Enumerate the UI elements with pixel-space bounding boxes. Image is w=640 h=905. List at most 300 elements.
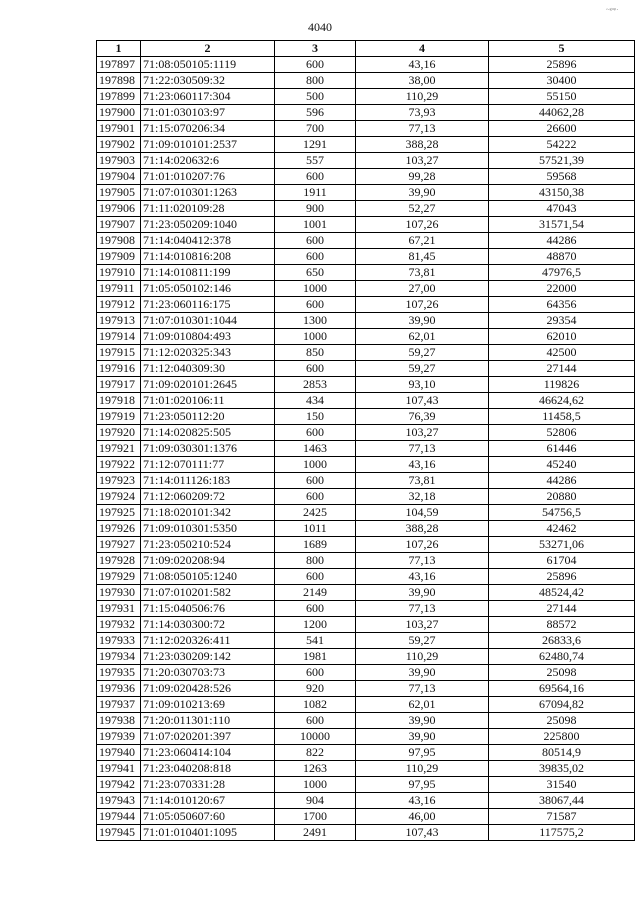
- table-row: [97, 745, 635, 761]
- table-cell: 541: [275, 633, 356, 649]
- table-cell: 46624,62: [489, 393, 635, 409]
- table-row: [97, 121, 635, 137]
- table-cell: 59,27: [356, 361, 489, 377]
- table-cell: 97,95: [356, 745, 489, 761]
- table-cell: 71:18:020101:342: [141, 505, 275, 521]
- table-cell: 1291: [275, 137, 356, 153]
- table-cell: 197943: [97, 793, 141, 809]
- table-cell: 103,27: [356, 425, 489, 441]
- table-cell: 1000: [275, 329, 356, 345]
- table-row: [97, 137, 635, 153]
- table-cell: 59,27: [356, 633, 489, 649]
- table-cell: 43150,38: [489, 185, 635, 201]
- table-cell: 103,27: [356, 153, 489, 169]
- table-row: [97, 185, 635, 201]
- table-cell: 71:01:010401:1095: [141, 825, 275, 841]
- table-cell: 197933: [97, 633, 141, 649]
- table-cell: 1000: [275, 457, 356, 473]
- column-header-3: 3: [275, 41, 356, 57]
- table-cell: 600: [275, 169, 356, 185]
- table-cell: 197916: [97, 361, 141, 377]
- table-cell: 77,13: [356, 681, 489, 697]
- table-cell: 71:08:050105:1119: [141, 57, 275, 73]
- table-cell: 88572: [489, 617, 635, 633]
- table-cell: 39,90: [356, 185, 489, 201]
- table-cell: 71:09:010101:2537: [141, 137, 275, 153]
- table-cell: 1200: [275, 617, 356, 633]
- table-cell: 53271,06: [489, 537, 635, 553]
- table-cell: 71:08:050105:1240: [141, 569, 275, 585]
- table-cell: 197913: [97, 313, 141, 329]
- table-row: [97, 601, 635, 617]
- table-row: [97, 249, 635, 265]
- table-cell: 25896: [489, 57, 635, 73]
- table-cell: 71:14:020632:6: [141, 153, 275, 169]
- table-cell: 600: [275, 489, 356, 505]
- table-cell: 103,27: [356, 617, 489, 633]
- table-cell: 197932: [97, 617, 141, 633]
- table-row: [97, 297, 635, 313]
- table-cell: 71:23:030209:142: [141, 649, 275, 665]
- table-row: [97, 233, 635, 249]
- table-cell: 197944: [97, 809, 141, 825]
- table-cell: 38,00: [356, 73, 489, 89]
- table-row: [97, 361, 635, 377]
- table-cell: 600: [275, 665, 356, 681]
- table-cell: 38067,44: [489, 793, 635, 809]
- table-cell: 25098: [489, 665, 635, 681]
- table-cell: 600: [275, 473, 356, 489]
- table-cell: 596: [275, 105, 356, 121]
- table-cell: 197920: [97, 425, 141, 441]
- table-cell: 31571,54: [489, 217, 635, 233]
- table-cell: 500: [275, 89, 356, 105]
- table-cell: 62,01: [356, 329, 489, 345]
- table-cell: 388,28: [356, 521, 489, 537]
- table-cell: 197907: [97, 217, 141, 233]
- table-cell: 197926: [97, 521, 141, 537]
- table-cell: 44062,28: [489, 105, 635, 121]
- table-cell: 388,28: [356, 137, 489, 153]
- table-cell: 77,13: [356, 121, 489, 137]
- table-row: [97, 377, 635, 393]
- table-cell: 197941: [97, 761, 141, 777]
- table-cell: 76,39: [356, 409, 489, 425]
- table-cell: 197931: [97, 601, 141, 617]
- table-cell: 197901: [97, 121, 141, 137]
- table-row: [97, 473, 635, 489]
- table-cell: 800: [275, 553, 356, 569]
- table-cell: 197912: [97, 297, 141, 313]
- table-cell: 1689: [275, 537, 356, 553]
- table-cell: 52,27: [356, 201, 489, 217]
- table-row: [97, 89, 635, 105]
- table-cell: 800: [275, 73, 356, 89]
- table-cell: 1981: [275, 649, 356, 665]
- table-cell: 71:23:070331:28: [141, 777, 275, 793]
- table-cell: 1000: [275, 281, 356, 297]
- table-cell: 71:14:040412:378: [141, 233, 275, 249]
- table-cell: 71:23:060116:175: [141, 297, 275, 313]
- table-row: [97, 489, 635, 505]
- table-row: [97, 777, 635, 793]
- table-cell: 93,10: [356, 377, 489, 393]
- table-row: [97, 105, 635, 121]
- table-cell: 197914: [97, 329, 141, 345]
- table-row: [97, 697, 635, 713]
- table-cell: 600: [275, 601, 356, 617]
- table-row: [97, 425, 635, 441]
- table-row: [97, 729, 635, 745]
- table-cell: 71:12:020325:343: [141, 345, 275, 361]
- table-cell: 197900: [97, 105, 141, 121]
- column-header-4: 4: [356, 41, 489, 57]
- table-cell: 71:14:010120:67: [141, 793, 275, 809]
- table-cell: 99,28: [356, 169, 489, 185]
- table-cell: 600: [275, 361, 356, 377]
- table-cell: 43,16: [356, 793, 489, 809]
- table-cell: 59568: [489, 169, 635, 185]
- table-cell: 904: [275, 793, 356, 809]
- table-cell: 71:23:050210:524: [141, 537, 275, 553]
- table-cell: 57521,39: [489, 153, 635, 169]
- table-cell: 107,43: [356, 393, 489, 409]
- table-row: [97, 809, 635, 825]
- table-cell: 71:14:011126:183: [141, 473, 275, 489]
- table-cell: 197928: [97, 553, 141, 569]
- table-cell: 39,90: [356, 665, 489, 681]
- table-cell: 39,90: [356, 585, 489, 601]
- header-row: [97, 41, 635, 57]
- table-cell: 59,27: [356, 345, 489, 361]
- table-cell: 73,81: [356, 473, 489, 489]
- table-cell: 110,29: [356, 761, 489, 777]
- table-cell: 197917: [97, 377, 141, 393]
- table-row: [97, 537, 635, 553]
- table-cell: 45240: [489, 457, 635, 473]
- table-cell: 650: [275, 265, 356, 281]
- table-cell: 22000: [489, 281, 635, 297]
- table-row: [97, 649, 635, 665]
- table-cell: 600: [275, 569, 356, 585]
- table-row: [97, 265, 635, 281]
- table-cell: 600: [275, 425, 356, 441]
- table-cell: 197899: [97, 89, 141, 105]
- table-cell: 600: [275, 233, 356, 249]
- table-cell: 71:23:060117:304: [141, 89, 275, 105]
- table-cell: 850: [275, 345, 356, 361]
- table-cell: 119826: [489, 377, 635, 393]
- table-cell: 197924: [97, 489, 141, 505]
- table-cell: 110,29: [356, 89, 489, 105]
- table-cell: 54222: [489, 137, 635, 153]
- table-cell: 71:09:020101:2645: [141, 377, 275, 393]
- table-cell: 73,93: [356, 105, 489, 121]
- table-cell: 77,13: [356, 601, 489, 617]
- table-cell: 71587: [489, 809, 635, 825]
- table-row: [97, 793, 635, 809]
- table-cell: 29354: [489, 313, 635, 329]
- table-cell: 600: [275, 713, 356, 729]
- table-row: [97, 201, 635, 217]
- table-cell: 600: [275, 57, 356, 73]
- table-cell: 197908: [97, 233, 141, 249]
- page-number: 4040: [308, 20, 332, 34]
- table-cell: 71:09:020208:94: [141, 553, 275, 569]
- table-cell: 55150: [489, 89, 635, 105]
- table-cell: 39,90: [356, 713, 489, 729]
- table-cell: 48870: [489, 249, 635, 265]
- table-row: [97, 409, 635, 425]
- table-cell: 71:15:040506:76: [141, 601, 275, 617]
- table-cell: 48524,42: [489, 585, 635, 601]
- table-cell: 69564,16: [489, 681, 635, 697]
- table-cell: 1082: [275, 697, 356, 713]
- table-cell: 39,90: [356, 729, 489, 745]
- table-cell: 71:05:050102:146: [141, 281, 275, 297]
- table-cell: 197918: [97, 393, 141, 409]
- table-cell: 1700: [275, 809, 356, 825]
- table-cell: 71:01:030103:97: [141, 105, 275, 121]
- table-cell: 71:23:060414:104: [141, 745, 275, 761]
- table-cell: 197897: [97, 57, 141, 73]
- table-cell: 71:14:010811:199: [141, 265, 275, 281]
- table-row: [97, 57, 635, 73]
- table-cell: 71:07:010301:1263: [141, 185, 275, 201]
- table-cell: 197939: [97, 729, 141, 745]
- table-cell: 25098: [489, 713, 635, 729]
- table-cell: 822: [275, 745, 356, 761]
- table-cell: 42462: [489, 521, 635, 537]
- table-cell: 71:05:050607:60: [141, 809, 275, 825]
- table-cell: 107,43: [356, 825, 489, 841]
- table-cell: 197922: [97, 457, 141, 473]
- table-cell: 71:01:020106:11: [141, 393, 275, 409]
- table-cell: 27144: [489, 601, 635, 617]
- table-cell: 71:11:020109:28: [141, 201, 275, 217]
- table-cell: 600: [275, 297, 356, 313]
- table-cell: 20880: [489, 489, 635, 505]
- table-cell: 1263: [275, 761, 356, 777]
- corner-mark: ~ᵍᵃᵠ·: [606, 6, 619, 14]
- table-cell: 2853: [275, 377, 356, 393]
- table-cell: 77,13: [356, 553, 489, 569]
- table-cell: 62010: [489, 329, 635, 345]
- table-row: [97, 713, 635, 729]
- table-row: [97, 761, 635, 777]
- table-cell: 71:22:030509:32: [141, 73, 275, 89]
- table-cell: 197925: [97, 505, 141, 521]
- table-cell: 900: [275, 201, 356, 217]
- table-cell: 197936: [97, 681, 141, 697]
- table-cell: 197923: [97, 473, 141, 489]
- table-cell: 61446: [489, 441, 635, 457]
- table-cell: 10000: [275, 729, 356, 745]
- table-cell: 1463: [275, 441, 356, 457]
- table-cell: 71:12:060209:72: [141, 489, 275, 505]
- table-cell: 1011: [275, 521, 356, 537]
- table-cell: 110,29: [356, 649, 489, 665]
- table-cell: 197940: [97, 745, 141, 761]
- table-row: [97, 393, 635, 409]
- table-cell: 71:15:070206:34: [141, 121, 275, 137]
- table-row: [97, 569, 635, 585]
- table-cell: 197935: [97, 665, 141, 681]
- table-cell: 225800: [489, 729, 635, 745]
- table-cell: 71:20:011301:110: [141, 713, 275, 729]
- table-cell: 197934: [97, 649, 141, 665]
- table-cell: 71:01:010207:76: [141, 169, 275, 185]
- table-row: [97, 73, 635, 89]
- table-row: [97, 457, 635, 473]
- table-cell: 52806: [489, 425, 635, 441]
- table-cell: 61704: [489, 553, 635, 569]
- table-cell: 54756,5: [489, 505, 635, 521]
- table-cell: 1001: [275, 217, 356, 233]
- table-cell: 71:09:010804:493: [141, 329, 275, 345]
- table-cell: 197909: [97, 249, 141, 265]
- table-cell: 434: [275, 393, 356, 409]
- table-cell: 1000: [275, 777, 356, 793]
- table-cell: 71:14:020825:505: [141, 425, 275, 441]
- table-cell: 2491: [275, 825, 356, 841]
- table-cell: 73,81: [356, 265, 489, 281]
- table-row: [97, 665, 635, 681]
- table-cell: 197927: [97, 537, 141, 553]
- table-cell: 71:14:030300:72: [141, 617, 275, 633]
- table-cell: 557: [275, 153, 356, 169]
- table-cell: 71:23:040208:818: [141, 761, 275, 777]
- table-cell: 197910: [97, 265, 141, 281]
- table-cell: 107,26: [356, 217, 489, 233]
- table-cell: 77,13: [356, 441, 489, 457]
- table-cell: 1911: [275, 185, 356, 201]
- records-table: [96, 40, 635, 841]
- table-cell: 71:07:010301:1044: [141, 313, 275, 329]
- table-cell: 920: [275, 681, 356, 697]
- table-cell: 197905: [97, 185, 141, 201]
- table-cell: 71:09:030301:1376: [141, 441, 275, 457]
- table-cell: 117575,2: [489, 825, 635, 841]
- table-cell: 71:14:010816:208: [141, 249, 275, 265]
- table-cell: 44286: [489, 233, 635, 249]
- table-cell: 150: [275, 409, 356, 425]
- table-cell: 71:07:010201:582: [141, 585, 275, 601]
- table-cell: 47043: [489, 201, 635, 217]
- table-cell: 43,16: [356, 457, 489, 473]
- table-cell: 71:23:050112:20: [141, 409, 275, 425]
- table-row: [97, 505, 635, 521]
- table-cell: 107,26: [356, 297, 489, 313]
- table-cell: 700: [275, 121, 356, 137]
- table-cell: 97,95: [356, 777, 489, 793]
- table-row: [97, 329, 635, 345]
- table-cell: 197930: [97, 585, 141, 601]
- table-cell: 62480,74: [489, 649, 635, 665]
- table-row: [97, 153, 635, 169]
- table-cell: 197945: [97, 825, 141, 841]
- table-cell: 47976,5: [489, 265, 635, 281]
- table-cell: 197906: [97, 201, 141, 217]
- table-cell: 62,01: [356, 697, 489, 713]
- table-cell: 26600: [489, 121, 635, 137]
- table-cell: 71:12:070111:77: [141, 457, 275, 473]
- table-cell: 107,26: [356, 537, 489, 553]
- table-cell: 39,90: [356, 313, 489, 329]
- table-cell: 104,59: [356, 505, 489, 521]
- table-cell: 80514,9: [489, 745, 635, 761]
- table-cell: 197904: [97, 169, 141, 185]
- table-cell: 71:09:010213:69: [141, 697, 275, 713]
- table-row: [97, 217, 635, 233]
- table-cell: 32,18: [356, 489, 489, 505]
- table-cell: 27,00: [356, 281, 489, 297]
- table-cell: 197898: [97, 73, 141, 89]
- table-cell: 43,16: [356, 57, 489, 73]
- column-header-2: 2: [141, 41, 275, 57]
- table-cell: 197937: [97, 697, 141, 713]
- table-body: [97, 57, 635, 841]
- table-cell: 43,16: [356, 569, 489, 585]
- table-cell: 42500: [489, 345, 635, 361]
- table-cell: 197902: [97, 137, 141, 153]
- table-row: [97, 553, 635, 569]
- table-cell: 27144: [489, 361, 635, 377]
- table-cell: 39835,02: [489, 761, 635, 777]
- table-row: [97, 521, 635, 537]
- table-row: [97, 345, 635, 361]
- table-cell: 197942: [97, 777, 141, 793]
- table-cell: 71:09:010301:5350: [141, 521, 275, 537]
- table-row: [97, 313, 635, 329]
- table-cell: 71:09:020428:526: [141, 681, 275, 697]
- table-cell: 2425: [275, 505, 356, 521]
- table-cell: 25896: [489, 569, 635, 585]
- table-cell: 197915: [97, 345, 141, 361]
- table-row: [97, 441, 635, 457]
- table-cell: 2149: [275, 585, 356, 601]
- table-row: [97, 585, 635, 601]
- table-cell: 67094,82: [489, 697, 635, 713]
- table-cell: 197929: [97, 569, 141, 585]
- table-cell: 31540: [489, 777, 635, 793]
- table-cell: 71:20:030703:73: [141, 665, 275, 681]
- table-cell: 197938: [97, 713, 141, 729]
- table-cell: 197921: [97, 441, 141, 457]
- table-row: [97, 825, 635, 841]
- table-cell: 26833,6: [489, 633, 635, 649]
- table-row: [97, 681, 635, 697]
- table-cell: 44286: [489, 473, 635, 489]
- table-cell: 1300: [275, 313, 356, 329]
- table-cell: 197919: [97, 409, 141, 425]
- column-header-1: 1: [97, 41, 141, 57]
- table-cell: 81,45: [356, 249, 489, 265]
- table-cell: 30400: [489, 73, 635, 89]
- table-cell: 197903: [97, 153, 141, 169]
- table-cell: 71:12:020326:411: [141, 633, 275, 649]
- table-cell: 67,21: [356, 233, 489, 249]
- table-cell: 71:23:050209:1040: [141, 217, 275, 233]
- table-row: [97, 169, 635, 185]
- column-header-5: 5: [489, 41, 635, 57]
- table-cell: 46,00: [356, 809, 489, 825]
- table-row: [97, 617, 635, 633]
- table-cell: 71:07:020201:397: [141, 729, 275, 745]
- table-cell: 71:12:040309:30: [141, 361, 275, 377]
- table-cell: 11458,5: [489, 409, 635, 425]
- table-cell: 600: [275, 249, 356, 265]
